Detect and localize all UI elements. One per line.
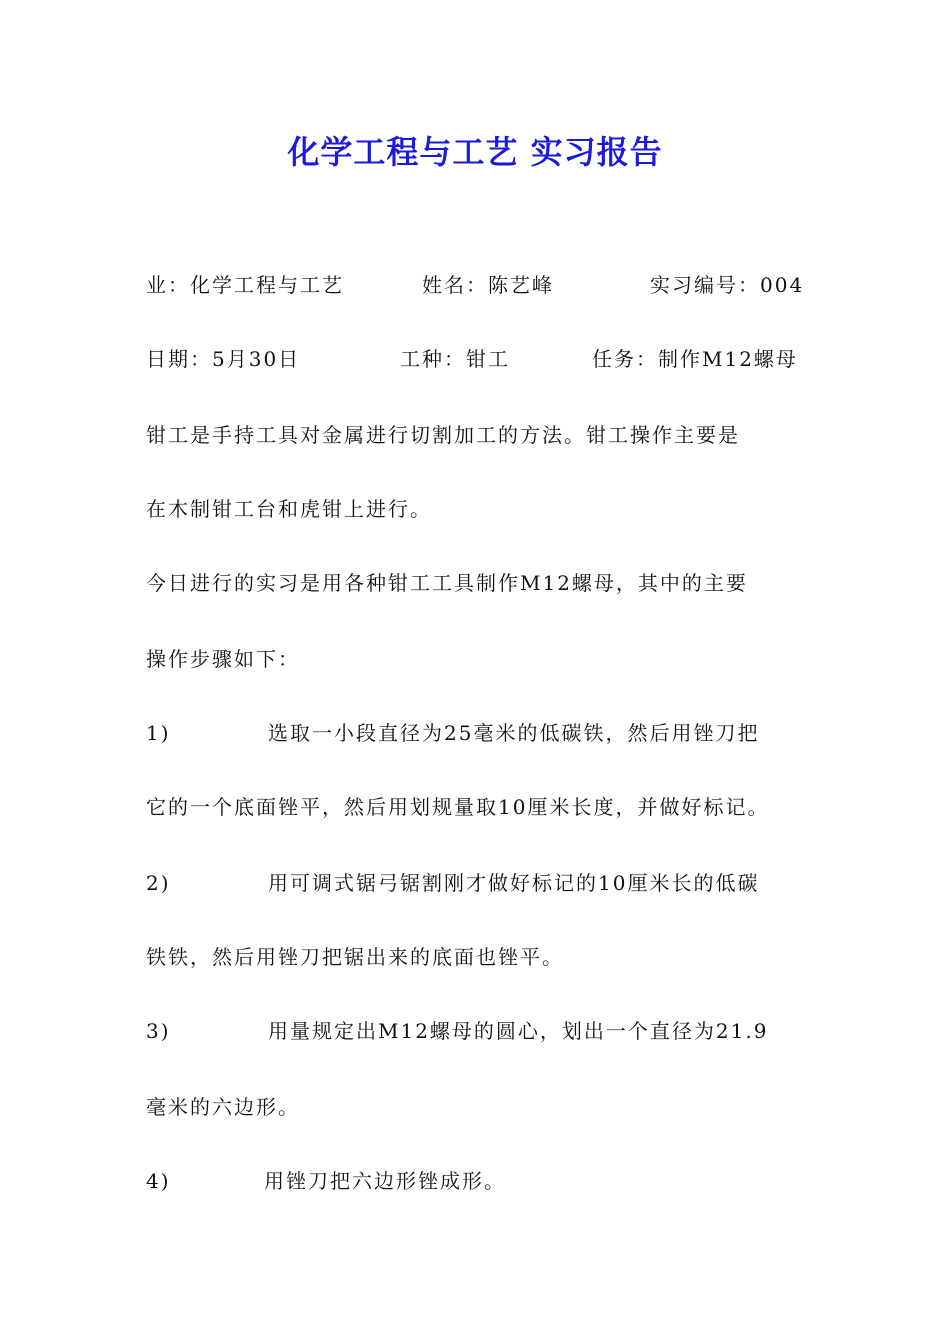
step-number: 1) bbox=[146, 721, 171, 745]
paragraph-line: 在木制钳工台和虎钳上进行。 bbox=[146, 497, 432, 521]
task-field: 任务：制作M12螺母 bbox=[592, 347, 798, 371]
step-text: 用锉刀把六边形锉成形。 bbox=[264, 1169, 506, 1193]
name-field: 姓名：陈艺峰 bbox=[422, 273, 554, 297]
step-text: 用量规定出M12螺母的圆心，划出一个直径为21.9 bbox=[268, 1019, 769, 1043]
step-2-continuation: 铁铁，然后用锉刀把锯出来的底面也锉平。 bbox=[146, 945, 564, 969]
paragraph-line: 今日进行的实习是用各种钳工工具制作M12螺母，其中的主要 bbox=[146, 571, 748, 595]
step-text: 用可调式锯弓锯割刚才做好标记的10厘米长的低碳 bbox=[268, 871, 760, 895]
paragraph-line: 钳工是手持工具对金属进行切割加工的方法。钳工操作主要是 bbox=[146, 423, 740, 447]
step-number: 2) bbox=[146, 871, 171, 895]
step-number: 3) bbox=[146, 1019, 171, 1043]
paragraph-line: 操作步骤如下： bbox=[146, 647, 300, 671]
step-text: 选取一小段直径为25毫米的低碳铁，然后用锉刀把 bbox=[268, 721, 760, 745]
step-1-continuation: 它的一个底面锉平，然后用划规量取10厘米长度，并做好标记。 bbox=[146, 795, 770, 819]
trade-field: 工种：钳工 bbox=[400, 347, 510, 371]
report-title: 化学工程与工艺 实习报告 bbox=[287, 133, 663, 171]
step-number: 4) bbox=[146, 1169, 171, 1193]
major-field: 业：化学工程与工艺 bbox=[146, 273, 344, 297]
step-3-continuation: 毫米的六边形。 bbox=[146, 1095, 300, 1119]
number-field: 实习编号：004 bbox=[650, 273, 805, 297]
date-field: 日期：5月30日 bbox=[146, 347, 301, 371]
